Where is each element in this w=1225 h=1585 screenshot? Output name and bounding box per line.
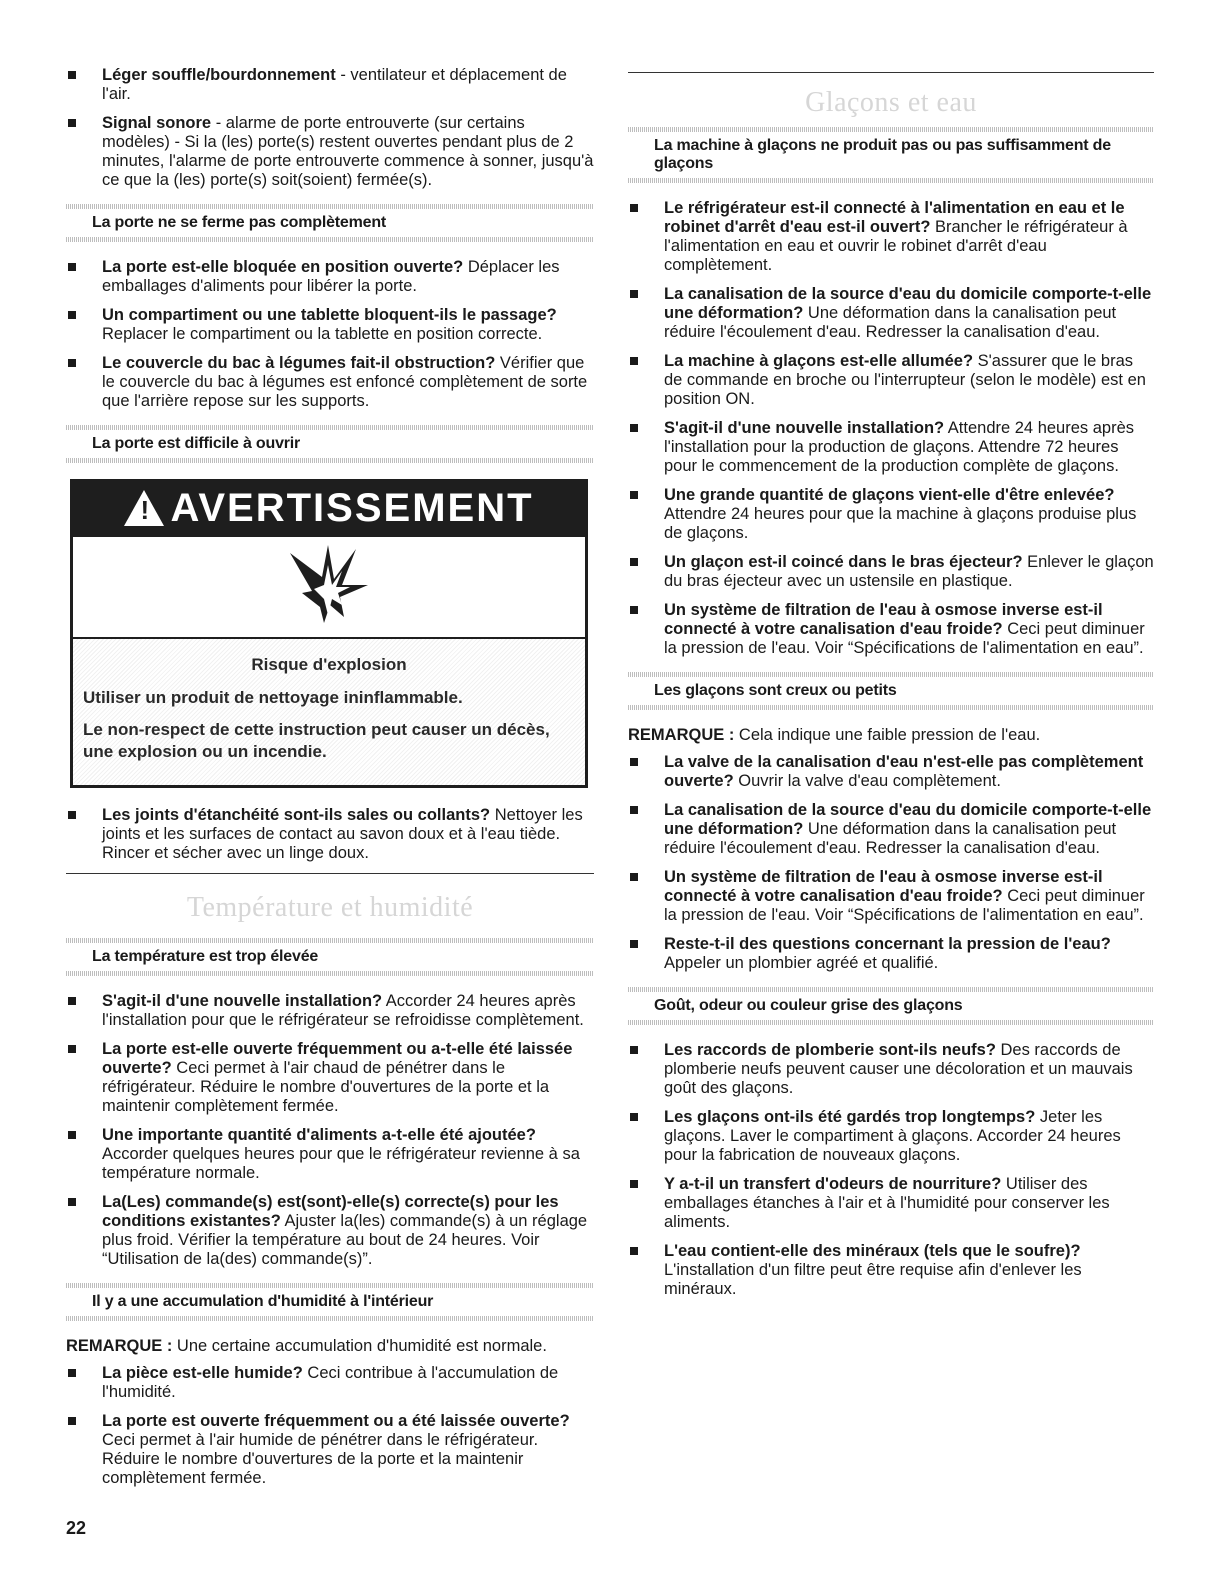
item-answer: - alarme de porte entrouverte (sur certains modèles) - Si la (les) porte(s) restent ouvertes pendant plus de 2 minutes, l'alarme de porte entrouverte commence à sonner, jusqu'à ce que la (les) porte(s) soit(soient) fermée(s). <box>102 114 594 189</box>
item-answer: Utiliser des emballages étanches à l'air et à l'humidité pour conserver les aliments. <box>664 1175 1110 1231</box>
list-item <box>66 1193 594 1269</box>
list-item <box>628 1242 1154 1299</box>
humidity-note <box>66 1337 594 1356</box>
humidity-list <box>66 1364 594 1488</box>
item-answer: Ceci contribue à l'accumulation de l'humidité. <box>102 1364 559 1401</box>
list-item <box>66 1364 594 1402</box>
item-question: S'agit-il d'une nouvelle installation? <box>102 992 383 1010</box>
list-item <box>66 258 594 296</box>
list-item <box>628 486 1154 543</box>
item-answer: Des raccords de plomberie neufs peuvent causer une décoloration et un mauvais goût des glaçons. <box>664 1041 1133 1097</box>
item-question: Les glaçons ont-ils été gardés trop longtemps? <box>664 1108 1036 1126</box>
item-answer: Vérifier que le couvercle du bac à légumes est enfoncé complètement de sorte que l'arrière repose sur les supports. <box>102 354 588 410</box>
list-item <box>66 66 594 104</box>
item-question: Un glaçon est-il coincé dans le bras éjecteur? <box>664 553 1023 571</box>
item-answer: Ceci permet à l'air humide de pénétrer dans le réfrigérateur. Réduire le nombre d'ouvertures de la porte et la maintenir complètement fermée. <box>102 1431 539 1487</box>
item-question: Les raccords de plomberie sont-ils neufs? <box>664 1041 996 1059</box>
item-answer: Ouvrir la valve d'eau complètement. <box>733 772 1001 790</box>
temp-high-list <box>66 992 594 1269</box>
item-question: Les joints d'étanchéité sont-ils sales ou collants? <box>102 806 491 824</box>
item-question: S'agit-il d'une nouvelle installation? <box>664 419 945 437</box>
subheading-door-hard: La porte est difficile à ouvrir <box>66 425 594 463</box>
item-question: La porte est ouverte fréquemment ou a été laissée ouverte? <box>102 1412 570 1430</box>
right-column <box>628 66 1154 1309</box>
item-answer: Une déformation dans la canalisation peut réduire l'écoulement d'eau. Redresser la canalisation d'eau. <box>664 820 1117 857</box>
item-question: La porte est-elle ouverte fréquemment ou a-t-elle été laissée ouverte? <box>102 1040 573 1077</box>
item-question: Léger souffle/bourdonnement <box>102 66 336 84</box>
door-not-close-list <box>66 258 594 411</box>
intro-list <box>66 66 594 190</box>
hollow-list <box>628 753 1154 973</box>
list-item <box>628 285 1154 342</box>
item-question: Le couvercle du bac à légumes fait-il obstruction? <box>102 354 496 372</box>
taste-list <box>628 1041 1154 1299</box>
item-question: La(Les) commande(s) est(sont)-elle(s) correcte(s) pour les conditions existantes? <box>102 1193 559 1230</box>
item-question: L'eau contient-elle des minéraux (tels que le soufre)? <box>664 1242 1081 1260</box>
left-column <box>66 66 594 1498</box>
list-item <box>628 352 1154 409</box>
list-item <box>628 553 1154 591</box>
item-answer: Attendre 24 heures après l'installation pour la production de glaçons. Attendre 72 heures pour le commencement de la production complète de glaçons. <box>664 419 1135 475</box>
item-answer: Jeter les glaçons. Laver le compartiment à glaçons. Accorder 24 heures pour la fabrication de nouveaux glaçons. <box>664 1108 1121 1164</box>
item-question: La pièce est-elle humide? <box>102 1364 303 1382</box>
item-answer: L'installation d'un filtre peut être requise afin d'enlever les minéraux. <box>664 1261 1082 1298</box>
item-question: Un système de filtration de l'eau à osmose inverse est-il connecté à votre canalisation d'eau froide? <box>664 868 1103 905</box>
item-answer: Ceci permet à l'air chaud de pénétrer dans le réfrigérateur. Réduire le nombre d'ouvertures de la porte et la maintenir complètement fermée. <box>102 1059 550 1115</box>
list-item <box>628 868 1154 925</box>
item-answer: Ceci peut diminuer la pression de l'eau. Voir “Spécifications de l'alimentation en eau”. <box>664 887 1145 924</box>
item-question: Le réfrigérateur est-il connecté à l'alimentation en eau et le robinet d'arrêt d'eau est-il ouvert? <box>664 199 1125 236</box>
subheading-no-ice: La machine à glaçons ne produit pas ou pas suffisamment de glaçons <box>628 127 1154 183</box>
item-question: Une grande quantité de glaçons vient-elle d'être enlevée? <box>664 486 1115 504</box>
list-item <box>66 1412 594 1488</box>
subheading-temp-high: La température est trop élevée <box>66 938 594 976</box>
item-answer: Nettoyer les joints et les surfaces de contact au savon doux et à l'eau tiède. Rincer et sécher avec un linge doux. <box>102 806 583 862</box>
list-item <box>628 1041 1154 1098</box>
item-answer: Enlever le glaçon du bras éjecteur avec un ustensile en plastique. <box>664 553 1154 590</box>
warning-label: AVERTISSEMENT <box>170 485 534 530</box>
item-question: Un système de filtration de l'eau à osmose inverse est-il connecté à votre canalisation d'eau froide? <box>664 601 1103 638</box>
item-answer: Accorder 24 heures après l'installation pour que le réfrigérateur se refroidisse complètement. <box>102 992 584 1029</box>
list-item <box>66 806 594 863</box>
gasket-list <box>66 806 594 863</box>
warning-line-1: Utiliser un produit de nettoyage ininflammable. <box>83 688 463 707</box>
list-item <box>628 199 1154 275</box>
warning-header <box>70 479 588 537</box>
item-question: Reste-t-il des questions concernant la pression de l'eau? <box>664 935 1111 953</box>
no-ice-list <box>628 199 1154 658</box>
list-item <box>628 1108 1154 1165</box>
list-item <box>628 601 1154 658</box>
warning-box <box>70 479 588 788</box>
list-item <box>66 354 594 411</box>
warning-title: Risque d'explosion <box>251 655 407 674</box>
note-label: REMARQUE : <box>66 1337 173 1355</box>
item-question: La machine à glaçons est-elle allumée? <box>664 352 974 370</box>
note-text: Une certaine accumulation d'humidité est normale. <box>172 1337 547 1355</box>
item-answer: Accorder quelques heures pour que le réfrigérateur revienne à sa température normale. <box>102 1145 580 1182</box>
item-question: La porte est-elle bloquée en position ouverte? <box>102 258 464 276</box>
list-item <box>628 1175 1154 1232</box>
note-text: Cela indique une faible pression de l'eau. <box>734 726 1041 744</box>
list-item <box>66 114 594 190</box>
list-item <box>628 935 1154 973</box>
item-answer: Ajuster la(les) commande(s) à un réglage plus froid. Vérifier la température au bout de 24 heures. Voir “Utilisation de la(des) commande(s)”. <box>102 1212 588 1268</box>
item-answer: Une déformation dans la canalisation peut réduire l'écoulement d'eau. Redresser la canalisation d'eau. <box>664 304 1117 341</box>
hollow-note <box>628 726 1154 745</box>
list-item <box>628 801 1154 858</box>
section-title-ice: Glaçons et eau <box>805 87 977 118</box>
item-question: Signal sonore <box>102 114 212 132</box>
item-question: Un compartiment ou une tablette bloquent-ils le passage? <box>102 306 557 324</box>
list-item <box>628 753 1154 791</box>
note-label: REMARQUE : <box>628 726 735 744</box>
item-answer: Appeler un plombier agréé et qualifié. <box>664 954 939 972</box>
item-answer: S'assurer que le bras de commande en broche ou l'interrupteur (selon le modèle) est en position ON. <box>664 352 1146 408</box>
item-question: La canalisation de la source d'eau du domicile comporte-t-elle une déformation? <box>664 801 1152 838</box>
list-item <box>66 992 594 1030</box>
item-answer: Ceci peut diminuer la pression de l'eau. Voir “Spécifications de l'alimentation en eau”. <box>664 620 1145 657</box>
item-answer: - ventilateur et déplacement de l'air. <box>102 66 567 103</box>
subheading-taste: Goût, odeur ou couleur grise des glaçons <box>628 987 1154 1025</box>
section-title-temperature: Température et humidité <box>186 892 474 923</box>
warning-line-2: Le non-respect de cette instruction peut causer un décès, une explosion ou un incendie. <box>83 720 550 761</box>
item-answer: Replacer le compartiment ou la tablette en position correcte. <box>102 325 543 343</box>
subheading-humidity: Il y a une accumulation d'humidité à l'intérieur <box>66 1283 594 1321</box>
list-item <box>66 306 594 344</box>
item-question: Une importante quantité d'aliments a-t-elle été ajoutée? <box>102 1126 536 1144</box>
warning-triangle-icon: ! <box>124 490 164 526</box>
item-question: Y a-t-il un transfert d'odeurs de nourriture? <box>664 1175 1002 1193</box>
item-question: La valve de la canalisation d'eau n'est-elle pas complètement ouverte? <box>664 753 1144 790</box>
explosion-icon <box>73 537 585 639</box>
subheading-door-not-close: La porte ne se ferme pas complètement <box>66 204 594 242</box>
list-item <box>628 419 1154 476</box>
item-question: La canalisation de la source d'eau du domicile comporte-t-elle une déformation? <box>664 285 1152 322</box>
item-answer: Déplacer les emballages d'aliments pour libérer la porte. <box>102 258 560 295</box>
item-answer: Brancher le réfrigérateur à l'alimentation en eau et ouvrir le robinet d'arrêt d'eau complètement. <box>664 218 1128 274</box>
list-item <box>66 1040 594 1116</box>
page-number: 22 <box>66 1518 87 1538</box>
item-answer: Attendre 24 heures pour que la machine à glaçons produise plus de glaçons. <box>664 505 1137 542</box>
list-item <box>66 1126 594 1183</box>
subheading-hollow: Les glaçons sont creux ou petits <box>628 672 1154 710</box>
